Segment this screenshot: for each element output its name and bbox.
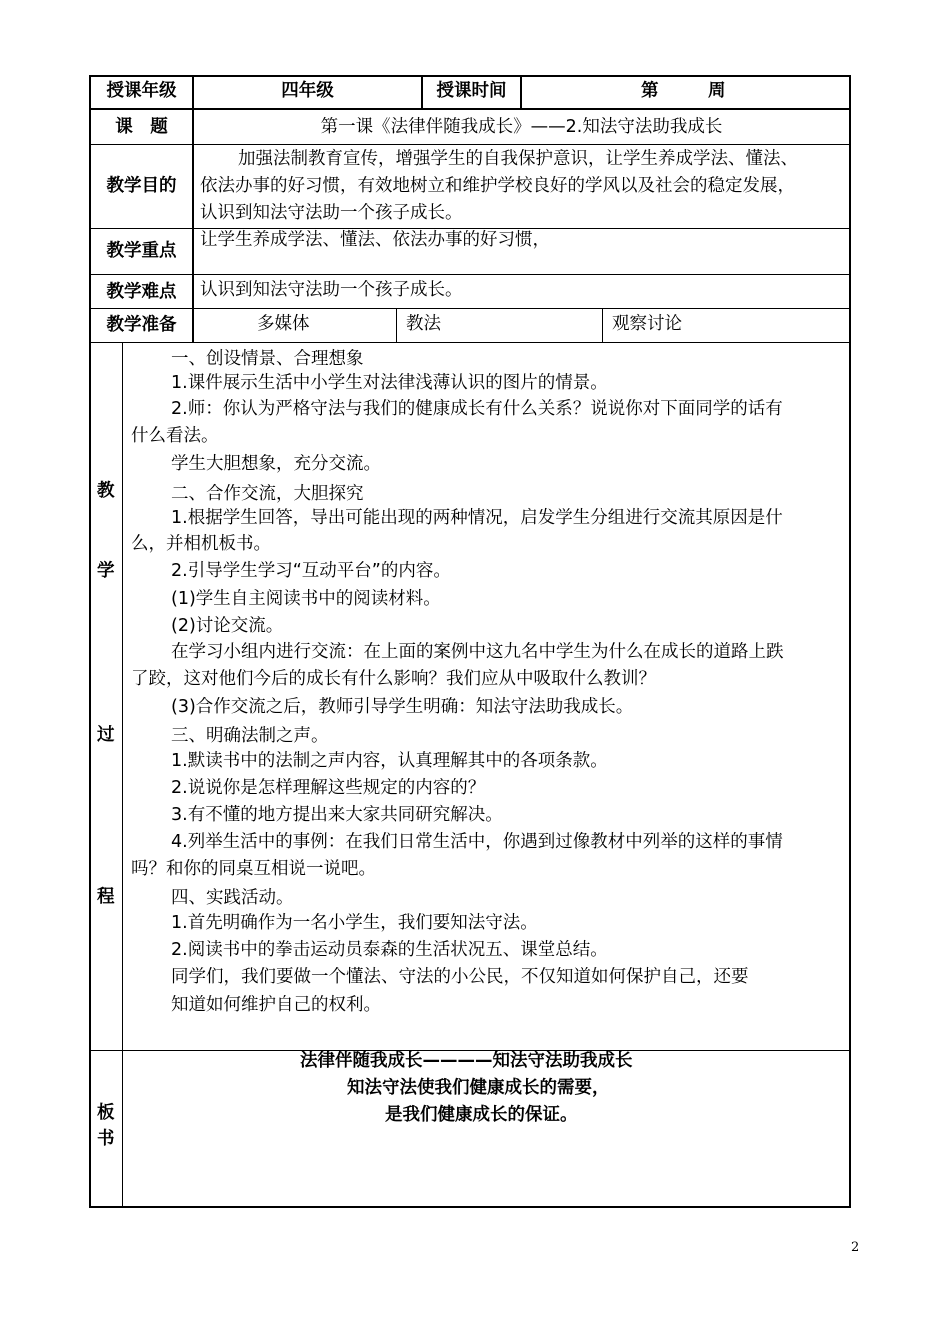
process-line: 1.课件展示生活中小学生对法律浅薄认识的图片的情景。 xyxy=(171,373,608,393)
topic-label: 课 题 xyxy=(115,117,168,137)
process-line: 四、实践活动。 xyxy=(171,888,294,908)
grade-value: 四年级 xyxy=(281,81,334,101)
board-line: 法律伴随我成长————知法守法助我成长 xyxy=(300,1051,633,1071)
process-line: 知道如何维护自己的权利。 xyxy=(171,995,381,1015)
grade-label: 授课年级 xyxy=(106,81,177,101)
process-line: (1)学生自主阅读书中的阅读材料。 xyxy=(171,589,441,609)
process-line: 2.师：你认为严格守法与我们的健康成长有什么关系？说说你对下面同学的话有 xyxy=(171,399,783,419)
row-divider xyxy=(89,308,851,309)
process-line: 么，并相机板书。 xyxy=(131,534,271,554)
process-line: 3.有不懂的地方提出来大家共同研究解决。 xyxy=(171,805,503,825)
process-line: 一、创设情景、合理想象 xyxy=(171,349,364,369)
column-divider xyxy=(122,342,123,1208)
board-label-char: 书 xyxy=(97,1129,115,1149)
week-prefix: 第 xyxy=(641,81,659,101)
objective-line: 加强法制教育宣传，增强学生的自我保护意识，让学生养成学法、懂法、 xyxy=(238,149,798,169)
row-divider xyxy=(89,342,851,343)
process-line: 4.列举生活中的事例：在我们日常生活中，你遇到过像教材中列举的这样的事情 xyxy=(171,832,783,852)
process-line: 什么看法。 xyxy=(131,426,219,446)
process-line: 2.阅读书中的拳击运动员泰森的生活状况五、课堂总结。 xyxy=(171,940,608,960)
process-label-char: 过 xyxy=(97,725,115,745)
difficulty-label: 教学难点 xyxy=(106,282,177,302)
row-divider xyxy=(89,144,851,145)
key-point-label: 教学重点 xyxy=(106,241,177,261)
preparation-item: 观察讨论 xyxy=(612,314,682,334)
process-line: (3)合作交流之后，教师引导学生明确：知法守法助我成长。 xyxy=(171,697,634,717)
board-line: 是我们健康成长的保证。 xyxy=(385,1105,578,1125)
column-divider xyxy=(520,75,522,109)
row-divider xyxy=(89,274,851,275)
process-line: 同学们，我们要做一个懂法、守法的小公民，不仅知道如何保护自己，还要 xyxy=(171,967,749,987)
process-line: 在学习小组内进行交流：在上面的案例中这九名中学生为什么在成长的道路上跌 xyxy=(171,642,784,662)
process-label-char: 学 xyxy=(97,561,115,581)
key-point-value: 让学生养成学法、懂法、依法办事的好习惯， xyxy=(200,230,550,250)
topic-value: 第一课《法律伴随我成长》——2.知法守法助我成长 xyxy=(320,117,723,137)
week-suffix: 周 xyxy=(708,81,726,101)
process-label-char: 程 xyxy=(97,887,115,907)
page-number: 2 xyxy=(851,1240,860,1255)
process-line: 2.引导学生学习“互动平台”的内容。 xyxy=(171,561,451,581)
process-line: 1.默读书中的法制之声内容，认真理解其中的各项条款。 xyxy=(171,751,608,771)
process-line: 二、合作交流，大胆探究 xyxy=(171,484,364,504)
process-line: 三、明确法制之声。 xyxy=(171,726,329,746)
difficulty-value: 认识到知法守法助一个孩子成长。 xyxy=(200,280,463,300)
process-line: (2)讨论交流。 xyxy=(171,616,284,636)
preparation-item: 多媒体 xyxy=(257,314,310,334)
process-label-char: 教 xyxy=(97,481,115,501)
process-line: 2.说说你是怎样理解这些规定的内容的？ xyxy=(171,778,486,798)
board-label-char: 板 xyxy=(97,1103,115,1123)
column-divider xyxy=(602,308,603,343)
process-line: 了跤，这对他们今后的成长有什么影响？我们应从中吸取什么教训？ xyxy=(131,669,656,689)
preparation-label: 教学准备 xyxy=(106,315,177,335)
column-divider xyxy=(396,308,397,343)
process-line: 1.根据学生回答，导出可能出现的两种情况，启发学生分组进行交流其原因是什 xyxy=(171,508,783,528)
board-line: 知法守法使我们健康成长的需要， xyxy=(347,1078,610,1098)
process-line: 学生大胆想象，充分交流。 xyxy=(171,454,381,474)
preparation-item: 教法 xyxy=(406,314,441,334)
row-divider xyxy=(89,108,851,110)
time-label: 授课时间 xyxy=(436,81,507,101)
objective-label: 教学目的 xyxy=(106,176,177,196)
objective-line: 依法办事的好习惯，有效地树立和维护学校良好的学风以及社会的稳定发展， xyxy=(200,176,795,196)
objective-line: 认识到知法守法助一个孩子成长。 xyxy=(200,203,463,223)
process-line: 吗？和你的同桌互相说一说吧。 xyxy=(131,859,376,879)
process-line: 1.首先明确作为一名小学生，我们要知法守法。 xyxy=(171,913,538,933)
